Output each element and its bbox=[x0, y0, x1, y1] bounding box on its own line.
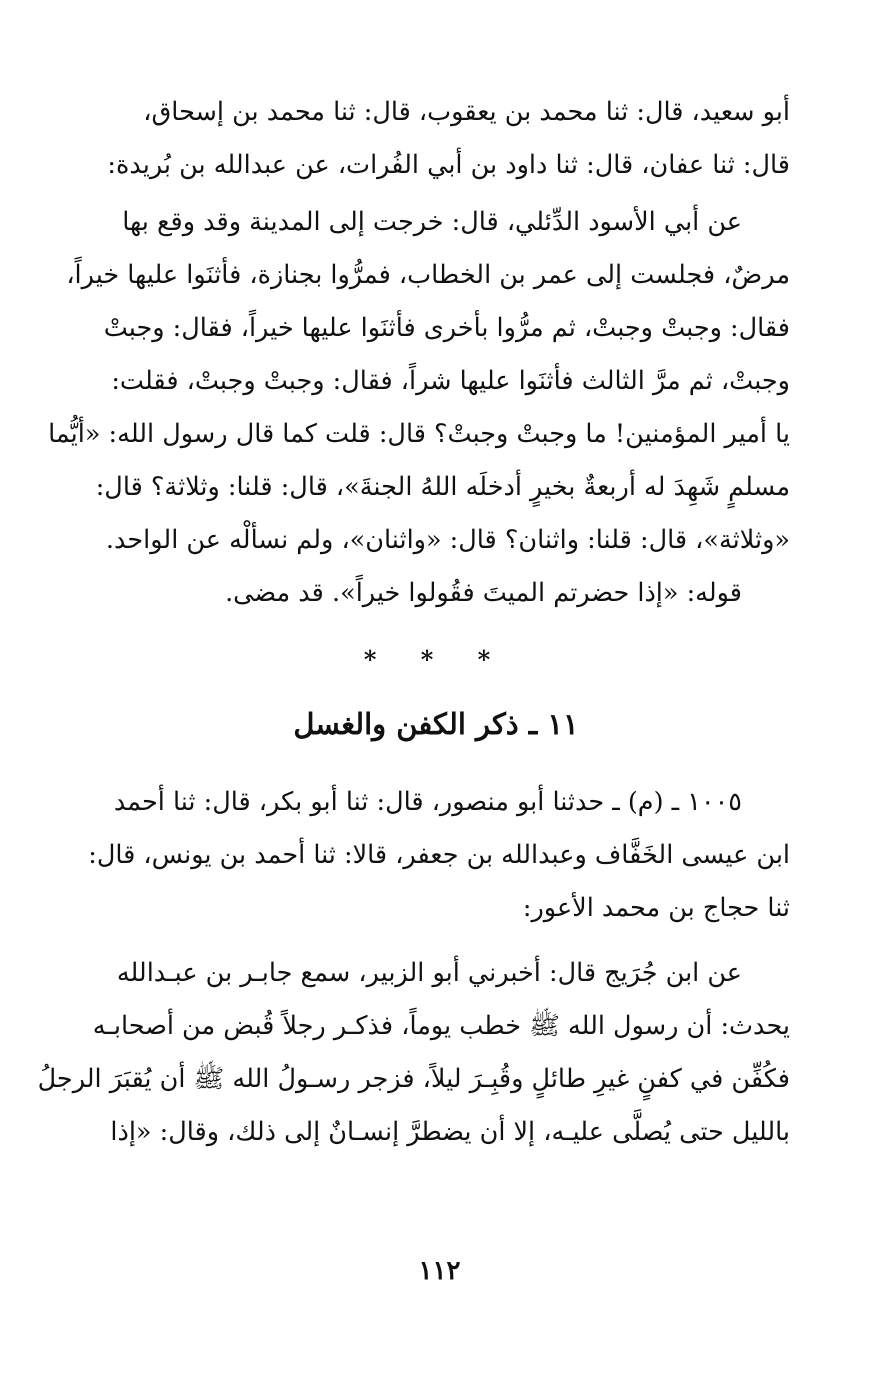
text-line: أبو سعيد، قال: ثنا محمد بن يعقوب، قال: ثنا محمد بن إسحاق، bbox=[143, 97, 790, 127]
page-body bbox=[37, 86, 790, 1159]
text-line: عن أبي الأسود الدِّئلي، قال: خرجت إلى المدينة وقد وقع بها bbox=[122, 207, 742, 237]
text-line: يا أمير المؤمنين! ما وجبتْ وجبتْ؟ قال: قلت كما قال رسول الله: «أيُّما bbox=[48, 419, 790, 449]
text-line: عن ابن جُرَيج قال: أخبرني أبو الزبير، سمع جابـر بن عبـدالله bbox=[116, 958, 742, 988]
matn-paragraph bbox=[48, 196, 790, 567]
text-line: فقال: وجبتْ وجبتْ، ثم مرُّوا بأخرى فأثنَوا عليها خيراً، فقال: وجبتْ bbox=[103, 313, 790, 343]
section-heading: ١١ ـ ذكر الكفن والغسل bbox=[293, 707, 579, 741]
text-line: «وثلاثة»، قال: قلنا: واثنان؟ قال: «واثنان»، ولم نسألْه عن الواحد. bbox=[105, 525, 790, 555]
text-line: ١٠٠٥ ـ (م) ـ حدثنا أبو منصور، قال: ثنا أبو بكر، قال: ثنا أحمد bbox=[113, 787, 742, 817]
text-line: قال: ثنا عفان، قال: ثنا داود بن أبي الفُرات، عن عبدالله بن بُريدة: bbox=[107, 150, 790, 180]
text-line: ابن عيسى الخَفَّاف وعبدالله بن جعفر، قالا: ثنا أحمد بن يونس، قال: bbox=[88, 840, 790, 870]
text-line: فكُفِّن في كفنٍ غيرِ طائلٍ وقُبِـرَ ليلاً، فزجر رسـولُ الله ﷺ أن يُقبَرَ الرجلُ bbox=[37, 1064, 790, 1094]
text-line: ثنا حجاج بن محمد الأعور: bbox=[522, 893, 790, 923]
text-line: يحدث: أن رسول الله ﷺ خطب يوماً، فذكـر رجلاً قُبض من أصحابـه bbox=[92, 1011, 790, 1041]
page-number: ١١٢ bbox=[418, 1256, 461, 1286]
text-line: مرضٌ، فجلست إلى عمر بن الخطاب، فمرُّوا بجنازة، فأثنَوا عليها خيراً، bbox=[66, 260, 790, 290]
hadith-isnad-paragraph bbox=[82, 776, 790, 935]
commentary-note: قوله: «إذا حضرتم الميتَ فقُولوا خيراً». قد مضى. bbox=[225, 578, 742, 608]
isnad-paragraph bbox=[82, 86, 790, 192]
text-line: بالليل حتى يُصلَّى عليـه، إلا أن يضطرَّ إنسـانٌ إلى ذلك، وقال: «إذا bbox=[110, 1117, 790, 1147]
hadith-matn-paragraph bbox=[37, 947, 790, 1159]
text-line: مسلمٍ شَهِدَ له أربعةٌ بخيرٍ أدخلَه اللهُ الجنةَ»، قال: قلنا: وثلاثة؟ قال: bbox=[95, 472, 790, 502]
section-separator: * * * bbox=[363, 645, 509, 674]
text-line: وجبتْ، ثم مرَّ الثالث فأثنَوا عليها شراً، فقال: وجبتْ وجبتْ، فقلت: bbox=[111, 366, 790, 396]
